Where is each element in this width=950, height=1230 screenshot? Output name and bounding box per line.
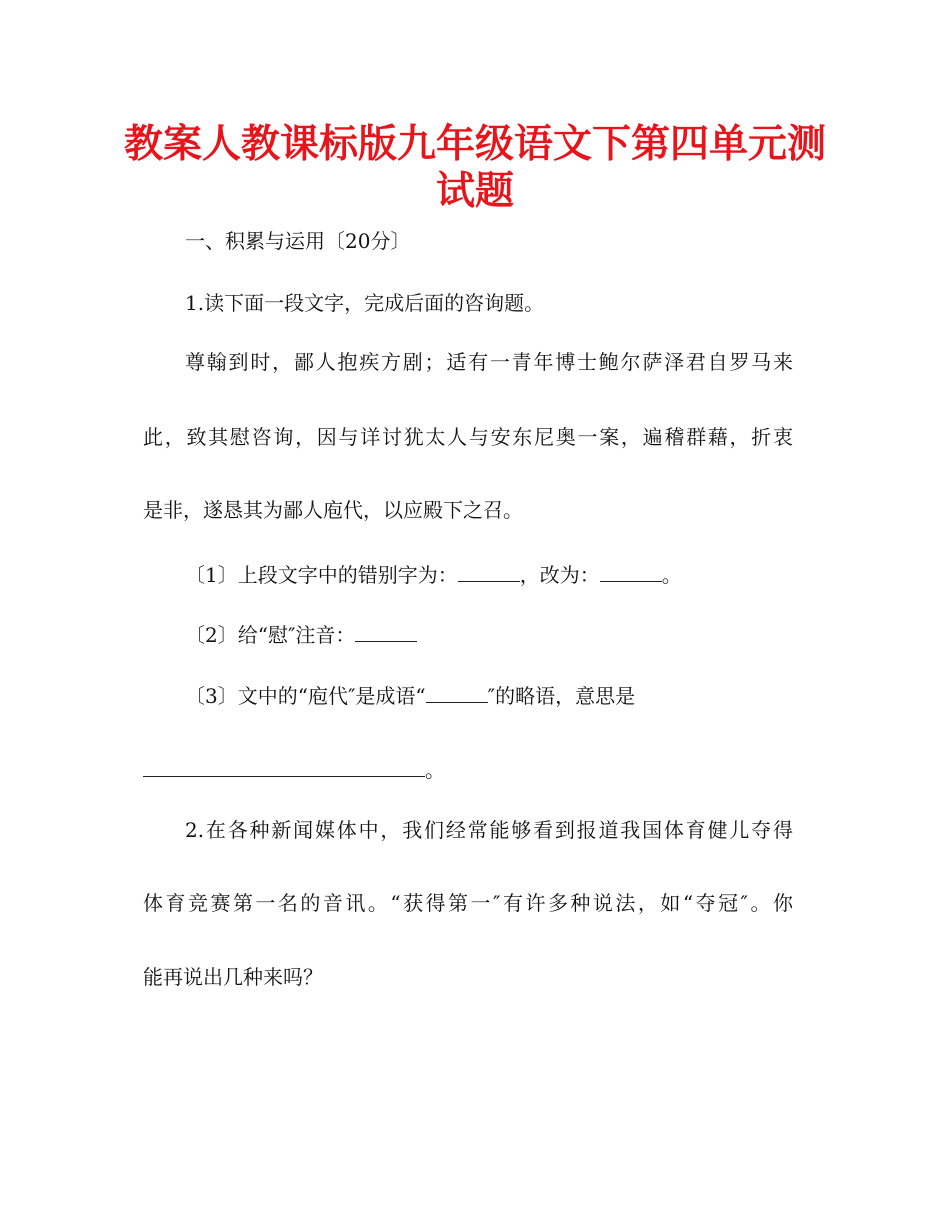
sub-question-2-text: 〔2〕给“慰″注音：	[185, 623, 356, 647]
answer-blank-wrong-char[interactable]	[458, 563, 520, 582]
sub-question-2	[185, 623, 417, 645]
passage-line-3: 是非，遂恳其为鄙人庖代，以应殿下之召。	[143, 498, 523, 522]
document-title-line1: 教案人教课标版九年级语文下第四单元测	[123, 122, 826, 167]
passage-line-1: 尊翰到时，鄙人抱疾方剧；适有一青年博士鲍尔萨泽君自罗马来	[185, 350, 793, 374]
question-2-line-2: 体育竞赛第一名的音讯。“获得第一″有许多种说法，如“夺冠″。你	[143, 891, 793, 915]
sub-question-1-end: 。	[661, 563, 682, 587]
answer-blank-correction[interactable]	[600, 563, 662, 582]
sub-question-3-end: 。	[425, 758, 445, 782]
answer-blank-pinyin[interactable]	[355, 623, 417, 642]
passage-line-2: 此，致其慰咨询，因与详讨犹太人与安东尼奥一案，遍稽群藉，折衷	[143, 425, 793, 449]
sub-question-1-text: 〔1〕上段文字中的错别字为：	[185, 563, 458, 587]
section-heading: 一、积累与运用〔20分〕	[185, 229, 411, 253]
answer-blank-idiom[interactable]	[426, 684, 488, 703]
question-1-prompt: 1.读下面一段文字，完成后面的咨询题。	[185, 291, 545, 315]
sub-question-3-answer-line	[143, 758, 445, 780]
answer-blank-meaning[interactable]	[143, 758, 425, 777]
sub-question-3-text-b: ″的略语，意思是	[487, 684, 636, 708]
question-2-line-1: 2.在各种新闻媒体中，我们经常能够看到报道我国体育健儿夺得	[185, 818, 793, 842]
sub-question-3	[185, 684, 635, 706]
sub-question-3-text: 〔3〕文中的“庖代″是成语“	[185, 684, 426, 708]
sub-question-1	[185, 563, 682, 585]
question-2-line-3: 能再说出几种来吗？	[143, 965, 323, 989]
sub-question-1-text-b: ，改为：	[519, 563, 600, 587]
document-title-line2: 试题	[435, 169, 514, 214]
